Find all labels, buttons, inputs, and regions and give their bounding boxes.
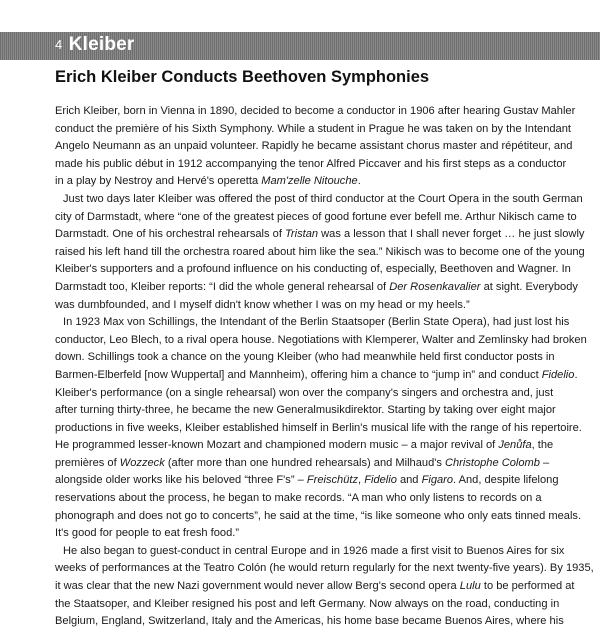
text-run: Just two days later Kleiber was offered the post of third conductor at the Court Opera in the south German: [63, 192, 583, 205]
text-run: premières of: [55, 456, 120, 469]
italic-title: Fidelio: [541, 368, 575, 381]
italic-title: Jenůfa: [498, 439, 532, 452]
text-run: it was clear that the new Nazi government would never allow Berg's second opera: [55, 580, 460, 593]
text-run: In 1923 Max von Schillings, the Intendant of the Berlin Staatsoper (Berlin State Opera), had just lost his: [63, 316, 570, 329]
text-run: was dumbfounded, and I myself didn't know whether I was on my head or my heels.”: [55, 298, 470, 311]
text-line: [55, 490, 595, 508]
text-run: raised his left hand till the orchestra roared about him like the sea.” Nikisch was to become one of the young: [55, 245, 585, 258]
italic-title: Figaro: [421, 474, 454, 487]
text-run: .: [574, 368, 578, 381]
text-line: [55, 578, 595, 596]
text-run: in a play by Nestroy and Hervé's operetta: [55, 175, 262, 188]
text-run: at sight. Everybody: [480, 280, 578, 293]
text-line: [55, 349, 595, 367]
text-run: down. Schillings took a chance on the young Kleiber (who had meanwhile held first conductor posts in: [55, 351, 555, 364]
italic-title: Der Rosenkavalier: [389, 280, 481, 293]
text-line: [55, 261, 595, 279]
text-line: [55, 472, 595, 490]
text-line: [55, 279, 595, 297]
text-run: reservations about the process, he began to make records. “A man who only listens to records on a: [55, 492, 542, 505]
text-line: [55, 297, 595, 315]
text-run: the Staatsoper, and Kleiber resigned his post and left Germany. Now always on the road, conducting in: [55, 597, 560, 610]
text-run: Angelo Neumann as an unpaid volunteer. Rapidly he became assistant chorus master and répétiteur, and: [55, 140, 573, 153]
text-run: –: [539, 456, 550, 469]
text-run: He also began to guest-conduct in central Europe and in 1926 made a first visit to Buenos Aires for six: [63, 544, 565, 557]
text-run: was a lesson that I shall never forget … he just slowly: [318, 228, 585, 241]
text-line: [55, 613, 595, 631]
text-line: [55, 525, 595, 543]
text-run: alongside older works like his beloved “three F's” –: [55, 474, 307, 487]
italic-title: Christophe Colomb: [445, 456, 540, 469]
text-line: [55, 420, 595, 438]
text-line: [55, 367, 595, 385]
text-run: Kleiber's supporters and a profound influence on his conducting of, especially, Beethoven and Wagner. In: [55, 263, 571, 276]
text-line: [55, 455, 595, 473]
italic-title: Mam'zelle Nitouche: [261, 175, 358, 188]
text-run: Belgium, England, Switzerland, Italy and the Americas, his home base became Buenos Aires, where his: [55, 615, 564, 628]
text-run: conduct the première of his Sixth Symphony. While a student in Prague he was taken on by the Intendant: [55, 122, 571, 135]
text-line: [55, 191, 595, 209]
text-run: and: [396, 474, 422, 487]
italic-title: Lulu: [459, 580, 481, 593]
text-line: [55, 332, 595, 350]
text-run: Kleiber's performance (on a single rehearsal) won over the company's singers and orchestra and, just: [55, 386, 554, 399]
text-line: [55, 121, 595, 139]
text-run: city of Darmstadt, where “one of the greatest pieces of good fortune ever befell me. Arthur Nikisch came to: [55, 210, 577, 223]
text-run: Darmstadt. One of his orchestral rehearsals of: [55, 228, 285, 241]
text-line: [55, 437, 595, 455]
text-line: [55, 385, 595, 403]
text-run: . And, despite lifelong: [453, 474, 559, 487]
text-line: [55, 314, 595, 332]
text-line: [55, 596, 595, 614]
italic-title: Fidelio: [364, 474, 397, 487]
text-run: , the: [531, 439, 554, 452]
section-name: Kleiber: [68, 34, 135, 55]
text-run: (after more than one hundred rehearsals) and Milhaud's: [164, 456, 445, 469]
italic-title: Wozzeck: [119, 456, 165, 469]
text-line: [55, 173, 595, 191]
text-run: made his public début in 1912 accompanying the tenor Alfred Piccaver and his first steps as a conductor: [55, 157, 567, 170]
text-run: to be performed at: [480, 580, 575, 593]
article-title: Erich Kleiber Conducts Beethoven Symphonies: [55, 68, 430, 86]
text-line: [55, 244, 595, 262]
text-line: [55, 226, 595, 244]
text-run: productions in five weeks, Kleiber established himself in Berlin's musical life with the range of his repertoire.: [55, 421, 582, 434]
article-body: [55, 103, 595, 631]
text-run: Erich Kleiber, born in Vienna in 1890, decided to become a conductor in 1906 after hearing Gustav Mahler: [55, 105, 576, 117]
text-line: [55, 103, 595, 121]
text-line: [55, 560, 595, 578]
text-run: Barmen-Elberfeld [now Wuppertal] and Mannheim), offering him a chance to “jump in” and conduct: [55, 368, 542, 381]
text-line: [55, 156, 595, 174]
text-run: after turning thirty-three, he became the new Generalmusikdirektor. Starting by taking over eight major: [55, 404, 556, 417]
italic-title: Tristan: [284, 228, 319, 241]
text-run: conductor, Leo Blech, to a rival opera house. Negotiations with Klemperer, Walter and Zemlinsky had broken: [55, 333, 587, 346]
section-header-band: [0, 32, 600, 60]
text-run: weeks of performances at the Teatro Colón (he would return regularly for the next twenty-five years). By 1935,: [55, 562, 594, 575]
text-run: phonograph and does not go to concerts”, he said at the time, “is like someone who only eats tinned meals.: [55, 509, 582, 522]
text-line: [55, 508, 595, 526]
text-line: [55, 138, 595, 156]
page-number: 4: [55, 37, 63, 52]
text-line: [55, 402, 595, 420]
text-run: He programmed lesser-known Mozart and championed modern music – a major revival of: [55, 439, 499, 452]
italic-title: Freischütz: [306, 474, 359, 487]
text-run: .: [357, 175, 361, 188]
text-line: [55, 209, 595, 227]
section-header: [55, 34, 135, 56]
text-run: ,: [358, 474, 365, 487]
text-run: Darmstadt too, Kleiber reports: “I did the whole general rehearsal of: [55, 280, 390, 293]
text-run: It's good for people to eat fresh food.”: [55, 527, 240, 540]
text-line: [55, 543, 595, 561]
